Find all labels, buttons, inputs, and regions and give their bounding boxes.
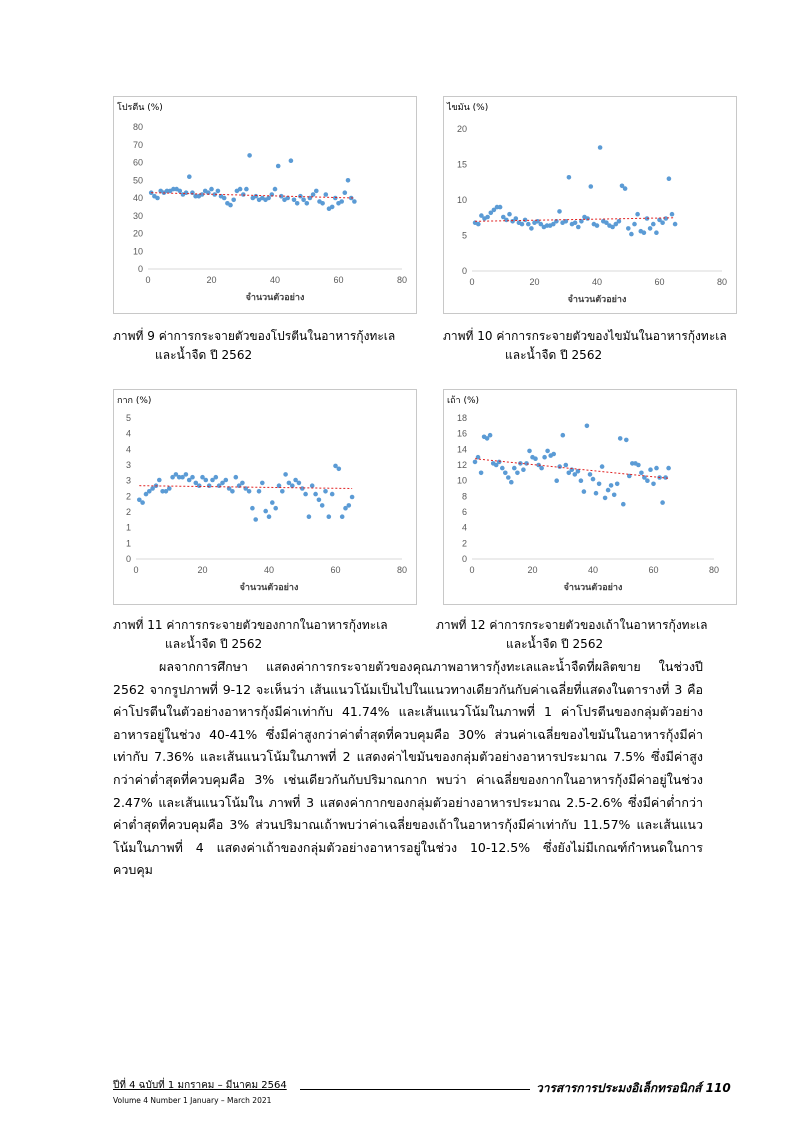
x-tick-label: 20 (527, 565, 538, 575)
data-point (209, 187, 214, 192)
data-point (190, 190, 195, 195)
data-point (250, 506, 255, 511)
data-point (512, 466, 517, 471)
data-point (642, 230, 647, 235)
data-point (564, 463, 569, 468)
data-point (301, 198, 306, 203)
data-point (618, 436, 623, 441)
data-point (238, 187, 243, 192)
caption-figure-10 (443, 327, 727, 365)
data-point (527, 449, 532, 454)
data-point (529, 226, 534, 231)
y-tick-label: 40 (132, 193, 143, 203)
data-point (292, 198, 297, 203)
data-point (314, 189, 319, 194)
x-axis-title: จำนวนตัวอย่าง (245, 293, 305, 303)
data-point (515, 471, 520, 476)
y-tick-label: 6 (461, 507, 467, 517)
y-axis-title: โปรตีน (%) (117, 103, 163, 113)
data-point (597, 482, 602, 487)
data-point (247, 489, 252, 494)
x-tick-label: 60 (648, 565, 659, 575)
data-point (247, 153, 252, 158)
data-point (585, 216, 590, 221)
data-point (594, 491, 599, 496)
y-tick-label: 0 (125, 554, 131, 564)
data-point (184, 472, 189, 477)
x-tick-label: 40 (263, 565, 275, 575)
data-point (666, 466, 671, 471)
y-tick-label: 3 (125, 475, 131, 486)
x-tick-label: 80 (716, 277, 728, 287)
data-point (254, 194, 259, 199)
data-point (280, 489, 285, 494)
x-tick-label: 60 (333, 275, 344, 285)
caption-line: และน้ำจืด ปี 2562 (165, 637, 263, 651)
data-point (230, 489, 235, 494)
data-point (621, 502, 626, 507)
data-point (626, 226, 631, 231)
x-tick-label: 80 (708, 565, 720, 575)
y-tick-label: 10 (132, 246, 143, 257)
y-tick-label: 50 (132, 175, 143, 186)
data-point (222, 196, 227, 201)
y-tick-label: 2 (125, 491, 131, 502)
data-point (340, 514, 345, 519)
data-point (485, 215, 490, 220)
data-point (297, 481, 302, 486)
y-tick-label: 2 (125, 507, 131, 517)
data-point (257, 489, 262, 494)
data-point (283, 472, 288, 477)
x-tick-label: 60 (330, 565, 341, 575)
y-axis-title: กาก (%) (117, 396, 152, 406)
data-point (673, 222, 678, 227)
data-point (635, 212, 640, 217)
data-point (504, 218, 509, 223)
data-point (609, 483, 614, 488)
x-tick-label: 20 (529, 277, 540, 287)
data-point (216, 189, 221, 194)
y-tick-label: 5 (125, 413, 131, 423)
data-point (500, 466, 505, 471)
data-point (267, 514, 272, 519)
y-tick-label: 60 (132, 157, 143, 168)
data-point (260, 481, 265, 486)
data-point (347, 503, 352, 508)
data-point (557, 464, 562, 469)
caption-line: และน้ำจืด ปี 2562 (505, 348, 603, 362)
data-point (273, 506, 278, 511)
data-point (305, 201, 310, 206)
data-point (526, 222, 531, 227)
data-point (320, 201, 325, 206)
x-tick-label: 60 (654, 277, 665, 287)
data-point (488, 433, 493, 438)
data-point (140, 500, 145, 505)
data-point (231, 198, 236, 203)
data-point (311, 192, 316, 197)
data-point (654, 230, 659, 235)
data-point (266, 196, 271, 201)
y-axis-title: ไขมัน (%) (447, 103, 489, 113)
data-point (523, 218, 528, 223)
data-point (595, 223, 600, 228)
data-point (542, 455, 547, 460)
y-tick-label: 5 (461, 230, 467, 241)
data-point (224, 478, 229, 483)
y-tick-label: 0 (461, 554, 467, 564)
data-point (327, 514, 332, 519)
y-tick-label: 70 (132, 139, 143, 150)
data-point (545, 449, 550, 454)
y-tick-label: 0 (461, 266, 467, 276)
data-point (603, 496, 608, 501)
y-tick-label: 15 (456, 159, 467, 170)
data-point (509, 480, 514, 485)
data-point (551, 452, 556, 457)
data-point (660, 500, 665, 505)
caption-figure-12 (436, 616, 707, 654)
data-point (204, 478, 209, 483)
data-point (276, 164, 281, 169)
data-point (660, 220, 665, 225)
data-point (606, 488, 611, 493)
x-tick-label: 80 (396, 275, 408, 285)
data-point (624, 438, 629, 443)
data-point (187, 174, 192, 179)
caption-line: และน้ำจืด ปี 2562 (155, 348, 253, 362)
data-point (573, 220, 578, 225)
x-tick-label: 40 (269, 275, 281, 285)
y-tick-label: 4 (125, 428, 131, 439)
scatter-plot-fiber (114, 390, 416, 604)
caption-figure-9 (113, 327, 395, 365)
y-tick-label: 4 (461, 522, 467, 533)
data-point (629, 232, 634, 237)
data-point (623, 186, 628, 191)
issue-english: Volume 4 Number 1 January – March 2021 (113, 1096, 272, 1105)
data-point (317, 498, 322, 503)
x-tick-label: 40 (587, 565, 599, 575)
data-point (295, 201, 300, 206)
data-point (343, 190, 348, 195)
journal-title: วารสารการประมงอิเล็กทรอนิกส์ 110 (536, 1081, 731, 1095)
x-tick-label: 0 (133, 565, 139, 575)
data-point (157, 478, 162, 483)
data-point (228, 203, 233, 208)
caption-figure-11 (113, 616, 388, 654)
data-point (337, 467, 342, 472)
data-point (651, 482, 656, 487)
data-point (506, 475, 511, 480)
scatter-plot-ash (444, 390, 736, 604)
data-point (645, 478, 650, 483)
data-point (588, 472, 593, 477)
y-tick-label: 14 (456, 444, 467, 455)
data-point (648, 467, 653, 472)
data-point (244, 187, 249, 192)
data-point (476, 222, 481, 227)
caption-line: ภาพที่ 11 ค่าการกระจายตัวของกากในอาหารกุ้งทะเล (113, 618, 388, 632)
scatter-plot-protein (114, 97, 416, 313)
y-tick-label: 20 (456, 124, 467, 134)
data-point (600, 464, 605, 469)
data-point (339, 199, 344, 204)
y-tick-label: 20 (132, 228, 143, 239)
x-tick-label: 0 (469, 277, 475, 287)
data-point (651, 222, 656, 227)
data-point (521, 467, 526, 472)
data-point (503, 471, 508, 476)
chart-ash (443, 389, 737, 605)
data-point (197, 483, 202, 488)
data-point (350, 495, 355, 500)
caption-line: ภาพที่ 10 ค่าการกระจายตัวของไขมันในอาหารกุ้งทะเล (443, 329, 727, 343)
data-point (520, 222, 525, 227)
data-point (567, 175, 572, 180)
x-tick-label: 20 (206, 275, 217, 285)
chart-fiber (113, 389, 417, 605)
data-point (352, 199, 357, 204)
y-tick-label: 16 (456, 428, 467, 439)
data-point (639, 471, 644, 476)
data-point (289, 158, 294, 163)
data-point (330, 492, 335, 497)
data-point (178, 189, 183, 194)
data-point (263, 509, 268, 514)
data-point (473, 460, 478, 465)
y-tick-label: 1 (125, 538, 131, 549)
y-tick-label: 2 (461, 538, 467, 549)
data-point (346, 178, 351, 183)
data-point (324, 192, 329, 197)
data-point (207, 483, 212, 488)
data-point (240, 481, 245, 486)
data-point (664, 216, 669, 221)
data-point (615, 482, 620, 487)
data-point (557, 209, 562, 214)
body-paragraph (113, 656, 703, 882)
footer-divider (300, 1089, 530, 1090)
data-point (214, 475, 219, 480)
data-point (184, 190, 189, 195)
y-tick-label: 4 (125, 444, 131, 455)
data-point (253, 517, 258, 522)
data-point (632, 222, 637, 227)
data-point (310, 483, 315, 488)
data-point (270, 500, 275, 505)
chart-fat (443, 96, 737, 314)
y-tick-label: 12 (456, 460, 467, 470)
data-point (320, 503, 325, 508)
x-axis-title: จำนวนตัวอย่าง (239, 583, 299, 593)
data-point (579, 478, 584, 483)
data-point (307, 514, 312, 519)
x-tick-label: 80 (396, 565, 408, 575)
data-point (612, 493, 617, 498)
data-point (497, 460, 502, 465)
y-tick-label: 3 (125, 460, 131, 470)
data-point (479, 471, 484, 476)
y-tick-label: 18 (456, 413, 467, 423)
issue-thai: ปีที่ 4 ฉบับที่ 1 มกราคม – มีนาคม 2564 (113, 1080, 287, 1091)
data-point (539, 466, 544, 471)
data-point (303, 492, 308, 497)
data-point (576, 225, 581, 230)
data-point (498, 205, 503, 210)
data-point (323, 489, 328, 494)
data-point (533, 456, 538, 461)
y-tick-label: 80 (132, 122, 143, 132)
x-tick-label: 20 (197, 565, 208, 575)
data-point (155, 196, 160, 201)
data-point (667, 176, 672, 181)
x-tick-label: 0 (469, 565, 475, 575)
data-point (598, 145, 603, 150)
data-point (591, 477, 596, 482)
data-point (589, 184, 594, 189)
data-point (507, 212, 512, 217)
data-point (300, 486, 305, 491)
data-point (330, 205, 335, 210)
data-point (670, 212, 675, 217)
y-tick-label: 10 (456, 475, 467, 486)
x-tick-label: 0 (145, 275, 151, 285)
chart-protein (113, 96, 417, 314)
y-tick-label: 30 (132, 210, 143, 221)
caption-line: ภาพที่ 12 ค่าการกระจายตัวของเถ้าในอาหารกุ้งทะเล (436, 618, 708, 632)
data-point (617, 219, 622, 224)
x-axis-title: จำนวนตัวอย่าง (567, 295, 627, 305)
data-point (313, 492, 318, 497)
data-point (585, 424, 590, 429)
data-point (273, 187, 278, 192)
y-tick-label: 1 (125, 522, 131, 533)
data-point (524, 461, 529, 466)
x-tick-label: 40 (591, 277, 603, 287)
data-point (582, 489, 587, 494)
scatter-plot-fat (444, 97, 736, 313)
data-point (234, 475, 239, 480)
data-point (167, 486, 172, 491)
data-point (654, 466, 659, 471)
caption-line: และน้ำจืด ปี 2562 (506, 637, 604, 651)
y-tick-label: 8 (461, 491, 467, 502)
data-point (554, 478, 559, 483)
paragraph-text: ผลจากการศึกษา แสดงค่าการกระจายตัวของคุณภาพอาหารกุ้งทะเลและน้ำจืดที่ผลิตขาย ในช่วงปี 2562 จากรูปภาพที่ 9-12 จะเห็นว่า เส้นแนวโน้มเป็นไปในแนวทางเดียวกันกับค่าเฉลี่ยที่แสดงในตารางที่ 3 คือ ค่าโปรตีนในตัวอย่างอาหารกุ้งมีค่าเท่ากับ 41.74% และเส้นแนวโน้มในภาพที่ 1 ค่าโปรตีนของกลุ่มตัวอย่างอาหารอยู่ในช่วง 40-41% ซึ่งมีค่าสูงกว่าค่าต่ำสุดที่ควบคุมคือ 30% ส่วนค่าเฉลี่ยของไขมันในอาหารกุ้งมีค่าเท่ากับ 7.36% และเส้นแนวโน้มในภาพที่ 2 แสดงค่าไขมันของกลุ่มตัวอย่างอาหารประมาณ 7.5% ซึ่งมีค่าสูงกว่าค่าต่ำสุดที่ควบคุมคือ 3% เช่นเดียวกันกับปริมาณกาก พบว่า ค่าเฉลี่ยของกากในอาหารกุ้งมีค่าอยู่ในช่วง 2.47% และเส้นแนวโน้มใน ภาพที่ 3 แสดงค่ากากของกลุ่มตัวอย่างอาหารประมาณ 2.5-2.6% ซึ่งมีค่าต่ำกว่าค่าต่ำสุดที่ควบคุมคือ 3% ส่วนปริมาณเถ้าพบว่าค่าเฉลี่ยของเถ้าในอาหารกุ้งมีค่าเท่ากับ 11.57% และเส้นแนวโน้มในภาพที่ 4 แสดงค่าเถ้าของกลุ่มตัวอย่างอาหารอยู่ในช่วง 10-12.5% ซึ่งยังไม่มีเกณฑ์กำหนดในการควบคุม (113, 659, 703, 878)
y-axis-title: เถ้า (%) (447, 396, 480, 406)
data-point (648, 226, 653, 231)
y-tick-label: 0 (137, 264, 143, 274)
y-tick-label: 10 (456, 195, 467, 205)
caption-line: ภาพที่ 9 ค่าการกระจายตัวของโปรตีนในอาหารกุ้งทะเล (113, 329, 396, 343)
data-point (241, 192, 246, 197)
footer-issue (113, 1079, 287, 1107)
data-point (190, 475, 195, 480)
data-point (636, 463, 641, 468)
data-point (561, 433, 566, 438)
x-axis-title: จำนวนตัวอย่าง (563, 583, 623, 593)
